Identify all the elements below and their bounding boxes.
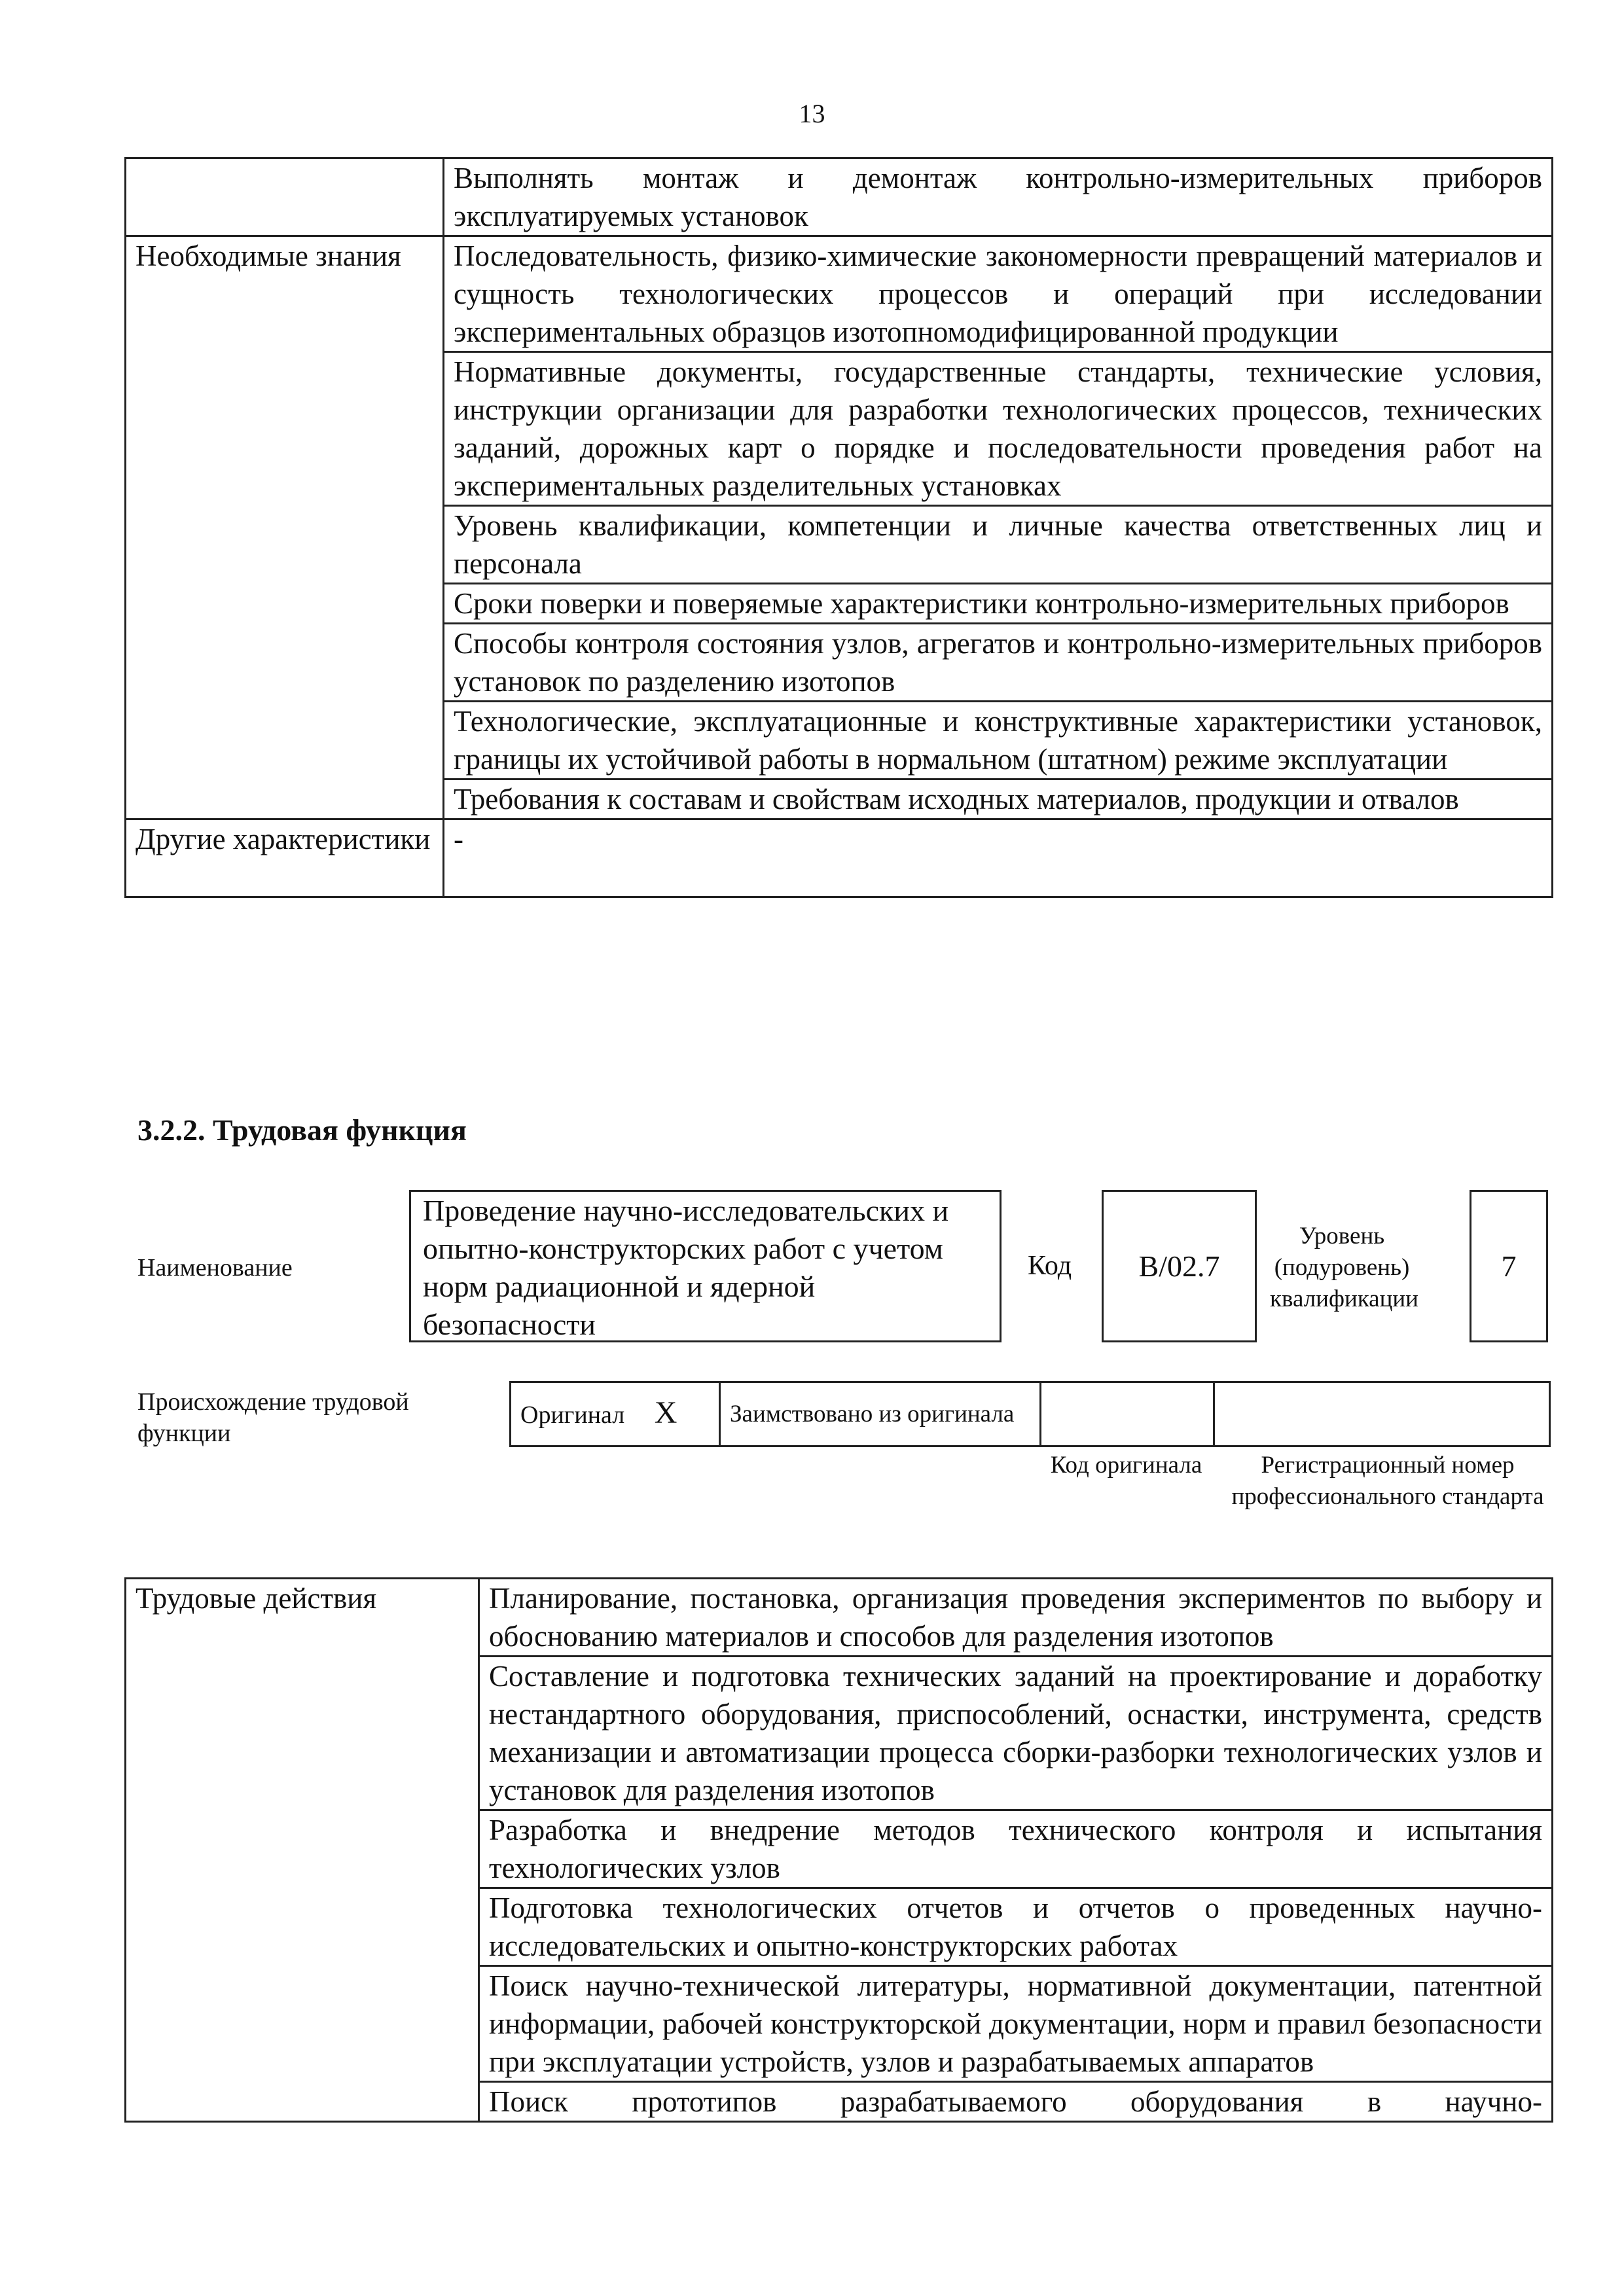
action-item: Планирование, постановка, организация проведения экспериментов по выбору и обоснованию материалов и способов для разделения изотопов	[479, 1579, 1553, 1657]
knowledge-item: Сроки поверки и поверяемые характеристики контрольно-измерительных приборов	[444, 584, 1553, 624]
knowledge-item: Технологические, эксплуатационные и конструктивные характеристики установок, границы их устойчивой работы в нормальном (штатном) режиме эксплуатации	[444, 702, 1553, 780]
page-number: 13	[799, 99, 825, 128]
origin-table	[509, 1381, 1551, 1447]
original-cell	[511, 1382, 720, 1446]
action-item: Составление и подготовка технических заданий на проектирование и доработку нестандартного оборудования, приспособлений, оснастки, инструмента, средств механизации и автоматизации процесса сборки-разборки технологических узлов и установок для разделения изотопов	[479, 1657, 1553, 1810]
code-box	[1102, 1190, 1257, 1342]
table-row	[126, 819, 1553, 897]
function-name: Проведение научно-исследовательских и опытно-конструкторских работ с учетом норм радиационной и ядерной безопасности	[423, 1194, 949, 1341]
code-value: B/02.7	[1138, 1249, 1220, 1283]
table-row	[126, 158, 1553, 236]
knowledge-item: Способы контроля состояния узлов, агрегатов и контрольно-измерительных приборов установок по разделению изотопов	[444, 624, 1553, 702]
registration-number-cell	[1214, 1382, 1550, 1446]
table-row	[126, 236, 1553, 352]
borrowed-cell: Заимствовано из оригинала	[720, 1382, 1041, 1446]
empty-label-cell	[126, 158, 444, 236]
action-item: Поиск прототипов разрабатываемого оборудования в научно-	[479, 2082, 1553, 2122]
action-item: Разработка и внедрение методов технического контроля и испытания технологических узлов	[479, 1810, 1553, 1888]
skill-cell: Выполнять монтаж и демонтаж контрольно-измерительных приборов эксплуатируемых установок	[444, 158, 1553, 236]
table-row	[126, 1579, 1553, 1657]
knowledge-table	[124, 157, 1553, 898]
code-label: Код	[1028, 1251, 1072, 1281]
origin-label: Происхождение трудовой функции	[137, 1388, 409, 1447]
level-label: Уровень (подуровень) квалификации	[1270, 1223, 1418, 1312]
other-value: -	[444, 819, 1553, 897]
action-item: Поиск научно-технической литературы, нормативной документации, патентной информации, рабочей конструкторской документации, норм и правил безопасности при эксплуатации устройств, узлов и разрабатываемых аппаратов	[479, 1966, 1553, 2082]
level-value: 7	[1501, 1249, 1517, 1283]
knowledge-item: Требования к составам и свойствам исходных материалов, продукции и отвалов	[444, 780, 1553, 819]
knowledge-item: Последовательность, физико-химические закономерности превращений материалов и сущность технологических процессов и операций при исследовании экспериментальных образцов изотопномодифицированной продукции	[444, 236, 1553, 352]
knowledge-item: Уровень квалификации, компетенции и личные качества ответственных лиц и персонала	[444, 506, 1553, 584]
actions-table	[124, 1577, 1553, 2123]
table-row	[511, 1382, 1550, 1446]
origin-code-cell	[1041, 1382, 1214, 1446]
name-box	[409, 1190, 1001, 1342]
level-box	[1470, 1190, 1548, 1342]
action-item: Подготовка технологических отчетов и отчетов о проведенных научно-исследовательских и опытно-конструкторских работах	[479, 1888, 1553, 1966]
actions-label: Трудовые действия	[126, 1579, 479, 2122]
original-mark: X	[654, 1395, 677, 1430]
other-label: Другие характеристики	[126, 819, 444, 897]
section-title: 3.2.2. Трудовая функция	[137, 1113, 467, 1147]
original-label: Оригинал	[520, 1401, 625, 1429]
code-caption: Код оригинала	[1050, 1452, 1202, 1479]
knowledge-label: Необходимые знания	[126, 236, 444, 819]
name-label: Наименование	[137, 1254, 293, 1282]
registration-caption: Регистрационный номер профессионального стандарта	[1231, 1452, 1544, 1510]
knowledge-item: Нормативные документы, государственные стандарты, технические условия, инструкции организации для разработки технологических процессов, технических заданий, дорожных карт о порядке и последовательности проведения работ на экспериментальных разделительных установках	[444, 352, 1553, 506]
